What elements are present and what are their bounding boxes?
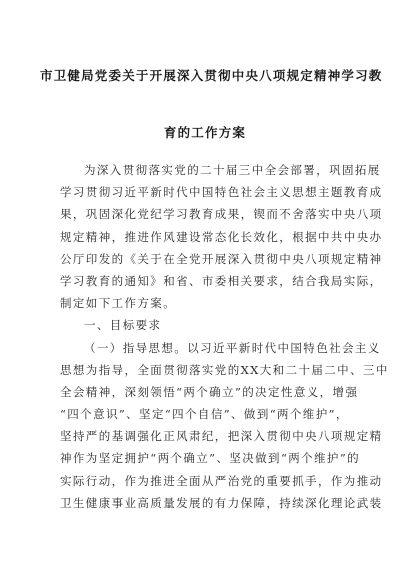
section-heading: 一、目标要求 (84, 318, 162, 333)
document-title-line-1: 市卫健局党委关于开展深入贯彻中央八项规定精神学习教 (40, 68, 383, 83)
paragraph-line: （一）指导思想。以习近平新时代中国特色社会主义 (84, 340, 381, 355)
paragraph-line: 实际行动，作为推进全面从严治党的重要抓手，作为推动 (60, 473, 383, 488)
paragraph-line: 卫生健康事业高质量发展的有力保障，持续深化理论武装 (60, 495, 383, 510)
paragraph-line: “四个意识”、坚定“四个自信”、做到“两个维护”， (60, 407, 349, 422)
document-body (60, 159, 389, 514)
paragraph-line: 神作为坚定拥护“两个确立”、坚决做到“两个维护”的 (60, 451, 361, 466)
paragraph-line: 公厅印发的《关于在全党开展深入贯彻中央八项规定精神 (60, 251, 383, 266)
paragraph-line: 思想为指导，全面贯彻落实党的XX大和二十届二中、三中 (60, 362, 389, 377)
document-title-line-2: 育的工作方案 (163, 125, 247, 140)
paragraph-line: 学习贯彻习近平新时代中国特色社会主义思想主题教育成 (60, 185, 383, 200)
paragraph-line: 学习教育的通知》和省、市委相关要求，结合我局实际， (60, 273, 383, 288)
paragraph-line: 果，巩固深化党纪学习教育成果，锲而不舍落实中央八项 (60, 207, 383, 222)
paragraph-line: 坚持严的基调强化正风肃纪，把深入贯彻中央八项规定精 (60, 429, 383, 444)
paragraph-line: 规定精神，推进作风建设常态化长效化，根据中共中央办 (60, 229, 383, 244)
paragraph-line: 为深入贯彻落实党的二十届三中全会部署，巩固拓展 (84, 163, 381, 177)
paragraph-line: 全会精神，深刻领悟“两个确立”的决定性意义，增强 (60, 384, 359, 399)
paragraph-line: 制定如下工作方案。 (60, 296, 177, 311)
